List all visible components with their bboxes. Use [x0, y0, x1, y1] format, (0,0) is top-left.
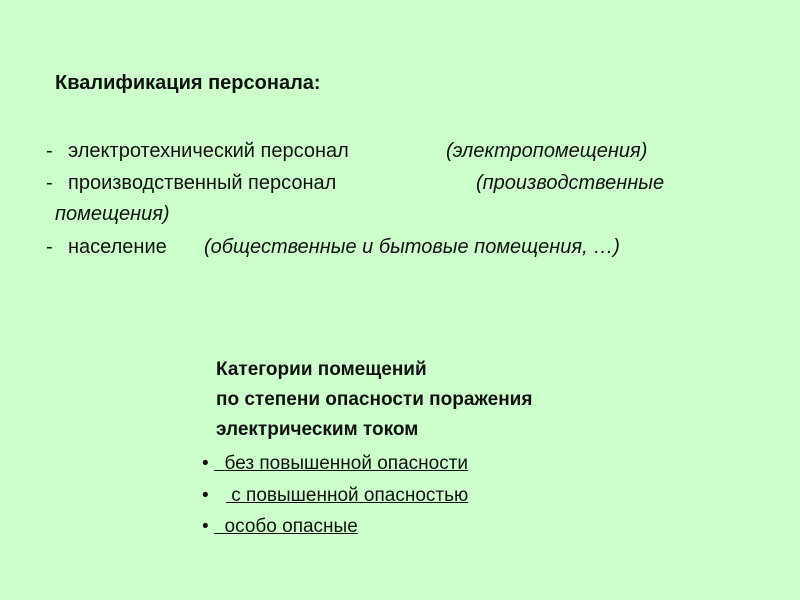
bullet-icon: • — [202, 516, 209, 537]
qualification-item-note: (производственные — [476, 172, 665, 194]
list-dash: - — [46, 172, 53, 194]
categories-title-line: электрическим током — [216, 419, 419, 440]
qualification-item-note-continuation: помещения) — [55, 203, 170, 225]
qualification-title: Квалификация персонала: — [55, 72, 321, 94]
categories-title-line: по степени опасности поражения — [216, 389, 533, 410]
categories-title — [216, 355, 532, 445]
qualification-item-label: электротехнический персонал — [68, 140, 349, 162]
bullet-icon: • — [202, 485, 209, 506]
category-link[interactable]: с повышенной опасностью — [226, 485, 469, 506]
category-item-no-increased-danger[interactable] — [202, 453, 468, 475]
bullet-icon: • — [202, 453, 209, 474]
qualification-item-note: (электропомещения) — [446, 140, 648, 162]
category-link[interactable]: без повышенной опасности — [214, 453, 469, 474]
category-item-especially-dangerous[interactable] — [202, 516, 358, 538]
qualification-item-note: (общественные и бытовые помещения, …) — [204, 236, 620, 258]
list-dash: - — [46, 236, 53, 258]
categories-title-line: Категории помещений — [216, 359, 427, 380]
category-item-increased-danger[interactable] — [202, 485, 468, 507]
list-dash: - — [46, 140, 53, 162]
qualification-item-label: население — [68, 236, 167, 258]
category-link[interactable]: особо опасные — [214, 516, 358, 537]
qualification-item-label: производственный персонал — [68, 172, 337, 194]
